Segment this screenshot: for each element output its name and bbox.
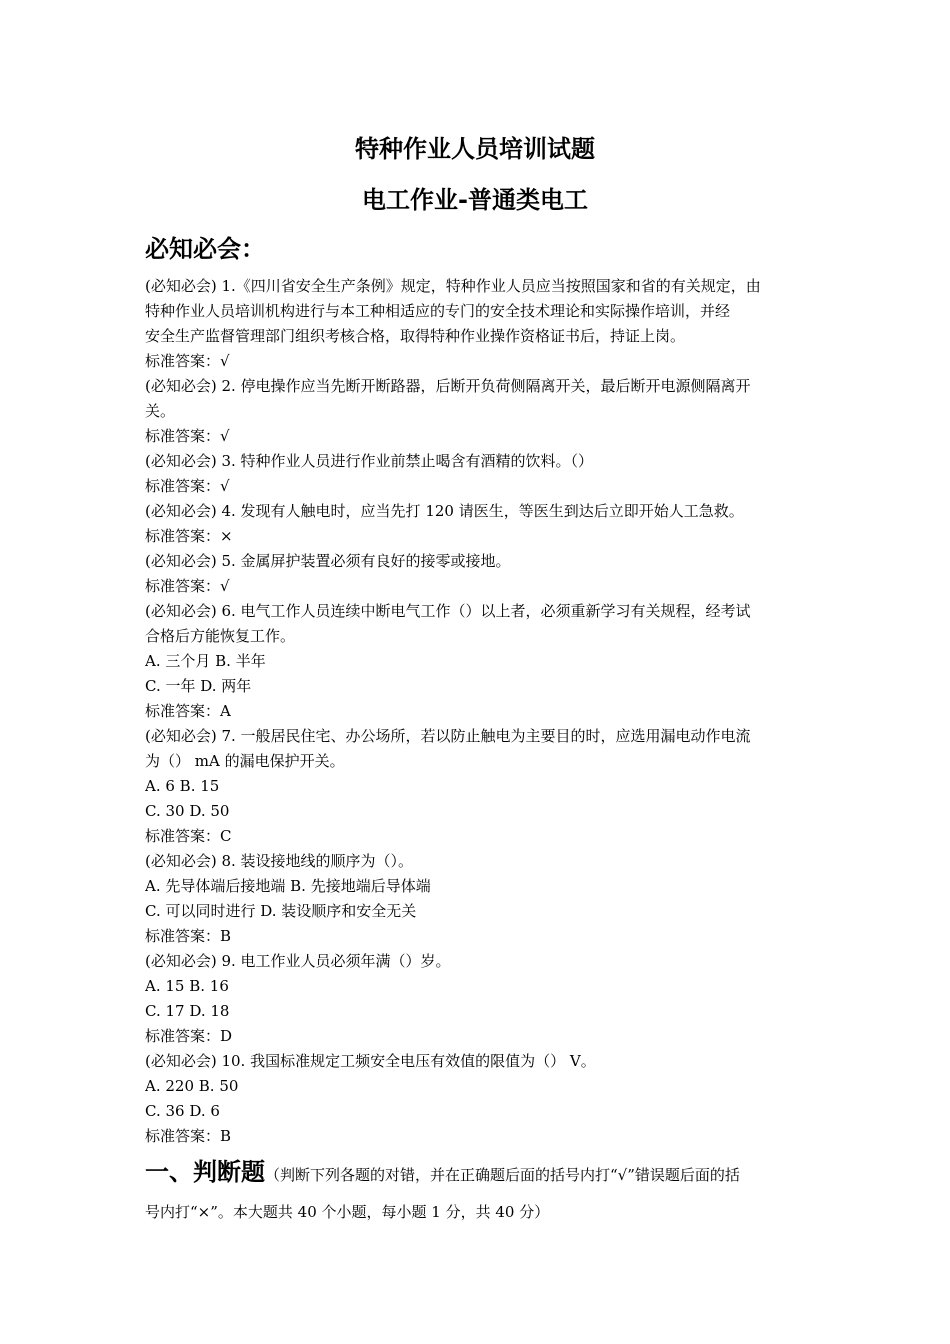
answer-line: 标准答案：D xyxy=(145,1027,233,1045)
answer-line: 标准答案：× xyxy=(145,527,233,545)
text-line: (必知必会) 2. 停电操作应当先断开断路器，后断开负荷侧隔离开关，最后断开电源侧隔离开 xyxy=(145,377,751,395)
option-line: C. 30 D. 50 xyxy=(145,802,230,820)
document-subtitle: 电工作业-普通类电工 xyxy=(362,186,588,214)
text-line: (必知必会) 10. 我国标准规定工频安全电压有效值的限值为（） V。 xyxy=(145,1052,596,1070)
text-line: (必知必会) 5. 金属屏护装置必须有良好的接零或接地。 xyxy=(145,552,511,570)
answer-line: 标准答案：√ xyxy=(145,427,230,445)
text-line: (必知必会) 4. 发现有人触电时，应当先打 120 请医生，等医生到达后立即开始人工急救。 xyxy=(145,502,744,520)
text-line: 特种作业人员培训机构进行与本工种相适应的专门的安全技术理论和实际操作培训，并经 xyxy=(145,302,731,320)
text-line: 关。 xyxy=(145,402,176,420)
answer-line: 标准答案：√ xyxy=(145,352,230,370)
text-line: 安全生产监督管理部门组织考核合格，取得特种作业操作资格证书后，持证上岗。 xyxy=(145,327,686,345)
judgement-heading-line xyxy=(145,1152,810,1192)
answer-line: 标准答案：√ xyxy=(145,577,230,595)
option-line: A. 先导体端后接地端 B. 先接地端后导体端 xyxy=(145,877,431,895)
judgement-section xyxy=(145,1152,810,1232)
text-line: (必知必会) 1.《四川省安全生产条例》规定，特种作业人员应当按照国家和省的有关规定，由 xyxy=(145,277,761,295)
option-line: C. 一年 D. 两年 xyxy=(145,677,252,695)
option-line: A. 6 B. 15 xyxy=(145,777,220,795)
section-heading: 必知必会： xyxy=(145,235,265,263)
option-line: A. 15 B. 16 xyxy=(145,977,229,995)
answer-line: 标准答案：A xyxy=(145,702,231,720)
answer-line: 标准答案：√ xyxy=(145,477,230,495)
option-line: A. 220 B. 50 xyxy=(145,1077,239,1095)
option-line: A. 三个月 B. 半年 xyxy=(145,652,266,670)
text-line: (必知必会) 8. 装设接地线的顺序为（）。 xyxy=(145,852,414,870)
text-line: (必知必会) 9. 电工作业人员必须年满（）岁。 xyxy=(145,952,451,970)
option-line: C. 17 D. 18 xyxy=(145,1002,230,1020)
answer-line: 标准答案：B xyxy=(145,1127,232,1145)
question-list xyxy=(145,274,810,1149)
text-line: (必知必会) 7. 一般居民住宅、办公场所，若以防止触电为主要目的时，应选用漏电动作电流 xyxy=(145,727,751,745)
answer-line: 标准答案：B xyxy=(145,927,232,945)
text-line: (必知必会) 6. 电气工作人员连续中断电气工作（）以上者，必须重新学习有关规程，经考试 xyxy=(145,602,751,620)
option-line: C. 可以同时进行 D. 装设顺序和安全无关 xyxy=(145,902,417,920)
judgement-instruction: （判断下列各题的对错，并在正确题后面的括号内打“√”错误题后面的括 xyxy=(265,1166,740,1184)
judgement-instruction-line: 号内打“×”。本大题共 40 个小题，每小题 1 分，共 40 分） xyxy=(145,1203,550,1221)
text-line: 合格后方能恢复工作。 xyxy=(145,627,296,645)
text-line: (必知必会) 3. 特种作业人员进行作业前禁止喝含有酒精的饮料。（） xyxy=(145,452,594,470)
text-line: 为（） mA 的漏电保护开关。 xyxy=(145,752,345,770)
document-title: 特种作业人员培训试题 xyxy=(355,135,595,163)
answer-line: 标准答案：C xyxy=(145,827,232,845)
judgement-title: 一、判断题 xyxy=(145,1158,265,1186)
option-line: C. 36 D. 6 xyxy=(145,1102,220,1120)
